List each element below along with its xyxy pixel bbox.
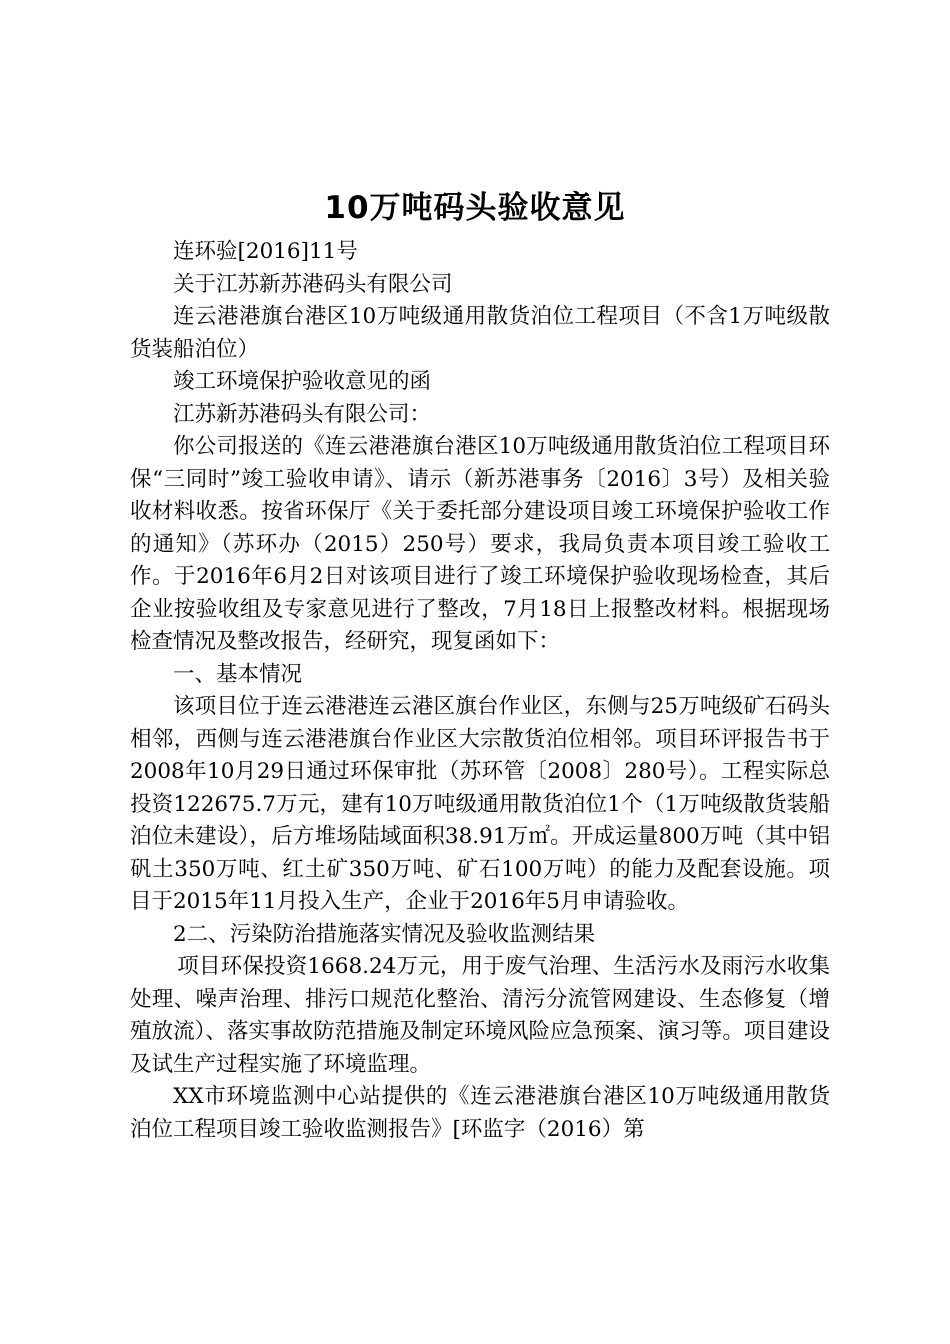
document-body [130, 236, 830, 1146]
recipient-line: 江苏新苏港码头有限公司： [173, 401, 432, 427]
document-number: 连环验[2016]11号 [173, 239, 358, 264]
body-paragraph-intro: 你公司报送的《连云港港旗台港区10万吨级通用散货泊位工程项目环保“三同时”竣工验收申请》、请示（新苏港事务〔2016〕3号）及相关验收材料收悉。按省环保厅《关于委托部分建设项目竣工环境保护验收工作的通知》（苏环办（2015）250号）要求，我局负责本项目竣工验收工作。于2016年6月2日对该项目进行了竣工环境保护验收现场检查，其后企业按验收组及专家意见进行了整改，7月18日上报整改材料。根据现场检查情况及整改报告，经研究，现复函如下： [130, 434, 830, 654]
body-paragraph-monitoring: XX市环境监测中心站提供的《连云港港旗台港区10万吨级通用散货泊位工程项目竣工验收监测报告》[环监字（2016）第 [130, 1084, 830, 1142]
subject-line-project: 连云港港旗台港区10万吨级通用散货泊位工程项目（不含1万吨级散货装船泊位） [130, 304, 830, 362]
document-title: 10万吨码头验收意见 [324, 190, 626, 226]
subject-line-purpose: 竣工环境保护验收意见的函 [173, 369, 432, 394]
body-paragraph-investment: 项目环保投资1668.24万元，用于废气治理、生活污水及雨污水收集处理、噪声治理、排污口规范化整治、清污分流管网建设、生态修复（增殖放流）、落实事故防范措施及制定环境风险应急预案、演习等。项目建设及试生产过程实施了环境监理。 [130, 954, 830, 1077]
subject-line-company: 关于江苏新苏港码头有限公司 [173, 271, 453, 297]
body-paragraph-basic-info: 该项目位于连云港港连云港区旗台作业区，东侧与25万吨级矿石码头相邻，西侧与连云港港旗台作业区大宗散货泊位相邻。项目环评报告书于2008年10月29日通过环保审批（苏环管〔2008〕280号）。工程实际总投资122675.7万元，建有10万吨级通用散货泊位1个（1万吨级散货装船泊位未建设），后方堆场陆域面积38.91万㎡。开成运量800万吨（其中铝矾土350万吨、红土矿350万吨、矿石100万吨）的能力及配套设施。项目于2015年11月投入生产，企业于2016年5月申请验收。 [130, 694, 830, 914]
section-heading-pollution-control: 2二、污染防治措施落实情况及验收监测结果 [173, 921, 596, 947]
section-heading-basic-info: 一、基本情况 [173, 661, 303, 687]
